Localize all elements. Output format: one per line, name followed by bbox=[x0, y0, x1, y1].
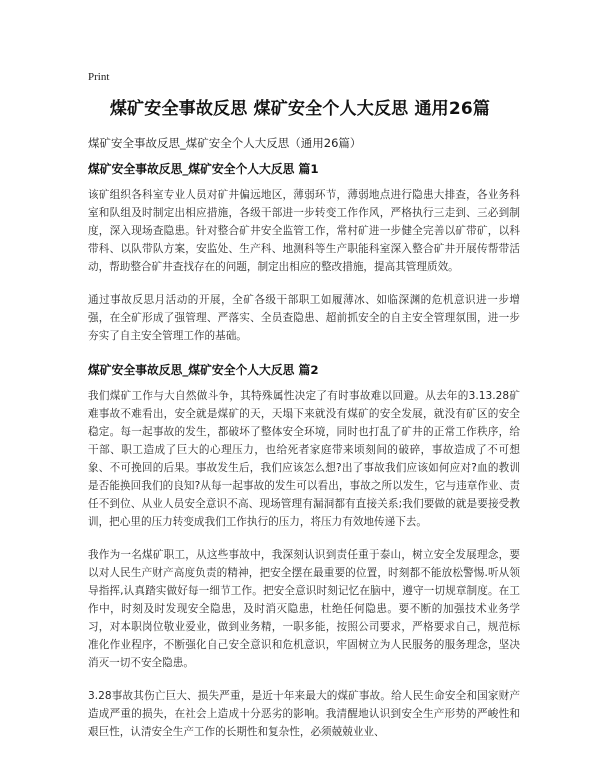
section-1-paragraph-2: 通过事故反思月活动的开展，全矿各级干部职工如履薄冰、如临深渊的危机意识进一步增强，在全矿形成了强管理、严落实、全员查隐患、超前抓安全的自主安全管理氛围，进一步夯实了自主安全管理工作的基础。 bbox=[88, 294, 520, 342]
document-subtitle: 煤矿安全事故反思_煤矿安全个人大反思（通用26篇） bbox=[88, 136, 362, 150]
section-2-paragraph-1: 我们煤矿工作与大自然做斗争，其特殊属性决定了有时事故难以回避。从去年的3.13.28矿难事故不难看出，安全就是煤矿的天，天塌下来就没有煤矿的安全发展，就没有矿区的安全稳定。每一起事故的发生，都破坏了整体安全环境，同时也打乱了矿井的正常工作秩序，给干部、职工造成了巨大的心理压力，也给死者家庭带来顷刻间的破碎，事故造成了不可想象、不可挽回的后果。事故发生后，我们应该怎么想?出了事故我们应该如何应对?血的教训是否能换回我们的良知?从每一起事故的发生可以看出，事故之所以发生，它与违章作业、责任不到位、从业人员安全意识不高、现场管理有漏洞都有直接关系;我们要做的就是要接受教训，把心里的压力转变成我们工作执行的压力，将压力有效地传递下去。 bbox=[88, 390, 520, 528]
section-2-paragraph-2: 我作为一名煤矿职工，从这些事故中，我深刻认识到责任重于泰山，树立安全发展理念，要以对人民生产财产高度负责的精神，把安全摆在最重要的位置，时刻都不能放松警惕.听从领导指挥,认真踏实做好每一细节工作。把安全意识时刻记忆在脑中，遵守一切规章制度。在工作中，时刻及时发现安全隐患，及时消灭隐患，杜绝任何隐患。要不断的加强技术业务学习，对本职岗位敬业爱业，做到业务精，一职多能，按照公司要求，严格要求自己，规范标准化作业程序，不断强化自己安全意识和危机意识，牢固树立为人民服务的服务理念，坚决消灭一切不安全隐患。 bbox=[88, 549, 520, 669]
section-heading-1: 煤矿安全事故反思_煤矿安全个人大反思 篇1 bbox=[88, 162, 319, 176]
page-title: 煤矿安全事故反思 煤矿安全个人大反思 通用26篇 bbox=[109, 99, 491, 119]
article-body bbox=[88, 160, 520, 770]
section-heading-2: 煤矿安全事故反思_煤矿安全个人大反思 篇2 bbox=[88, 363, 319, 377]
section-2-paragraph-3: 3.28事故其伤亡巨大、损失严重，是近十年来最大的煤矿事故。给人民生命安全和国家财产造成严重的损失，在社会上造成十分恶劣的影响。我清醒地认识到安全生产形势的严峻性和艰巨性，认清安全生产工作的长期性和复杂性，必须兢兢业业、 bbox=[88, 690, 520, 738]
print-link[interactable]: Print bbox=[88, 71, 110, 83]
section-1-paragraph-1: 该矿组织各科室专业人员对矿井偏远地区，薄弱环节，薄弱地点进行隐患大排查，各业务科室和队组及时制定出相应措施，各级干部进一步转变工作作风，严格执行三走到、三必到制度，深入现场查隐患。针对整合矿井安全监管工作，常村矿进一步健全完善以矿带矿，以科带科、以队带队方案，安监处、生产科、地测科等生产职能科室深入整合矿井开展传帮带活动，帮助整合矿井查找存在的问题，制定出相应的整改措施，提高其管理质效。 bbox=[88, 189, 520, 273]
